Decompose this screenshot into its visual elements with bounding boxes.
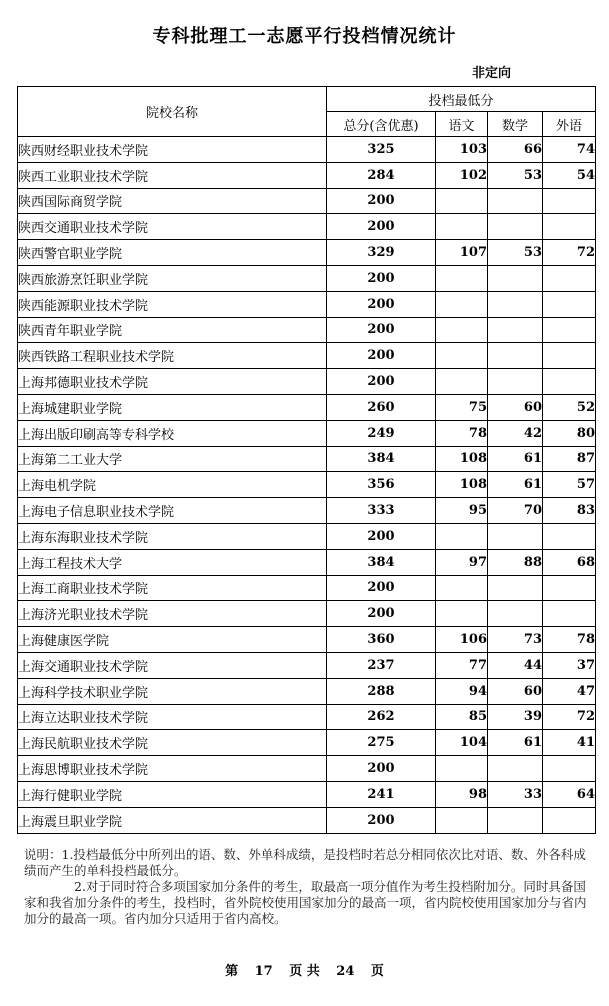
cell-total: 288 — [327, 678, 436, 704]
header-school-name: 院校名称 — [18, 87, 327, 137]
cell-chinese — [436, 265, 488, 291]
cell-english: 64 — [543, 781, 596, 807]
cell-english: 47 — [543, 678, 596, 704]
cell-chinese: 77 — [436, 652, 488, 678]
cell-math: 70 — [488, 498, 543, 524]
cell-english — [543, 265, 596, 291]
cell-total: 360 — [327, 627, 436, 653]
table-row — [18, 240, 596, 266]
note-1: 说明：1.投档最低分中所列出的语、数、外单科成绩，是投档时若总分相同依次比对语、数、外各科成绩而产生的单科投档最低分。 — [24, 847, 586, 878]
table-row — [18, 807, 596, 833]
cell-total: 200 — [327, 523, 436, 549]
footer-ye: 页 — [370, 964, 384, 979]
cell-total: 384 — [327, 446, 436, 472]
cell-math — [488, 343, 543, 369]
header-english: 外语 — [543, 112, 596, 137]
cell-name: 上海第二工业大学 — [18, 446, 327, 472]
footer-di: 第 — [225, 964, 239, 979]
cell-math: 61 — [488, 730, 543, 756]
cell-total: 200 — [327, 291, 436, 317]
cell-english — [543, 523, 596, 549]
cell-total: 262 — [327, 704, 436, 730]
cell-name: 上海健康医学院 — [18, 627, 327, 653]
table-row — [18, 137, 596, 163]
cell-total: 200 — [327, 756, 436, 782]
cell-english — [543, 317, 596, 343]
cell-english: 68 — [543, 549, 596, 575]
cell-math — [488, 575, 543, 601]
cell-total: 200 — [327, 369, 436, 395]
cell-total: 356 — [327, 472, 436, 498]
cell-chinese — [436, 343, 488, 369]
cell-math — [488, 523, 543, 549]
cell-math — [488, 188, 543, 214]
cell-name: 陕西工业职业技术学院 — [18, 162, 327, 188]
cell-math: 60 — [488, 394, 543, 420]
cell-math — [488, 756, 543, 782]
cell-name: 上海工程技术大学 — [18, 549, 327, 575]
cell-chinese: 108 — [436, 472, 488, 498]
cell-math: 73 — [488, 627, 543, 653]
table-row — [18, 601, 596, 627]
table-row — [18, 162, 596, 188]
cell-name: 上海交通职业技术学院 — [18, 652, 327, 678]
cell-english: 78 — [543, 627, 596, 653]
cell-math: 53 — [488, 162, 543, 188]
table-row — [18, 730, 596, 756]
footer-ye-gong: 页 共 — [289, 964, 320, 979]
header-chinese: 语文 — [436, 112, 488, 137]
cell-math: 88 — [488, 549, 543, 575]
cell-chinese — [436, 369, 488, 395]
cell-total: 200 — [327, 265, 436, 291]
cell-chinese: 107 — [436, 240, 488, 266]
table-row — [18, 472, 596, 498]
cell-name: 上海民航职业技术学院 — [18, 730, 327, 756]
cell-english — [543, 807, 596, 833]
table-row — [18, 756, 596, 782]
cell-total: 260 — [327, 394, 436, 420]
cell-english — [543, 291, 596, 317]
cell-name: 上海科学技术职业学院 — [18, 678, 327, 704]
category-label: 非定向 — [472, 66, 512, 81]
cell-chinese: 98 — [436, 781, 488, 807]
cell-chinese: 103 — [436, 137, 488, 163]
cell-name: 上海思博职业技术学院 — [18, 756, 327, 782]
note-2: 2.对于同时符合多项国家加分条件的考生，取最高一项分值作为考生投档附加分。同时具备国家和我省加分条件的考生，投档时，省外院校使用国家加分的最高一项，省内院校使用国家加分与省内加分的最高一项。省内加分只适用于省内高校。 — [24, 879, 587, 926]
footer-page-number: 17 — [254, 964, 273, 979]
cell-total: 275 — [327, 730, 436, 756]
cell-chinese — [436, 291, 488, 317]
cell-name: 上海电机学院 — [18, 472, 327, 498]
cell-name: 上海工商职业技术学院 — [18, 575, 327, 601]
header-total: 总分(含优惠) — [327, 112, 436, 137]
cell-name: 上海济光职业技术学院 — [18, 601, 327, 627]
cell-chinese — [436, 523, 488, 549]
cell-english — [543, 369, 596, 395]
cell-english: 57 — [543, 472, 596, 498]
cell-chinese: 95 — [436, 498, 488, 524]
cell-math — [488, 214, 543, 240]
table-row — [18, 214, 596, 240]
cell-english: 87 — [543, 446, 596, 472]
cell-math — [488, 265, 543, 291]
cell-math: 39 — [488, 704, 543, 730]
cell-chinese: 85 — [436, 704, 488, 730]
table-body — [18, 137, 596, 834]
cell-english — [543, 188, 596, 214]
cell-chinese: 106 — [436, 627, 488, 653]
cell-english: 54 — [543, 162, 596, 188]
table-row — [18, 652, 596, 678]
cell-math: 42 — [488, 420, 543, 446]
cell-chinese — [436, 214, 488, 240]
cell-name: 陕西能源职业技术学院 — [18, 291, 327, 317]
table-row — [18, 343, 596, 369]
cell-english — [543, 214, 596, 240]
cell-name: 陕西警官职业学院 — [18, 240, 327, 266]
cell-total: 329 — [327, 240, 436, 266]
cell-math — [488, 317, 543, 343]
cell-name: 上海邦德职业技术学院 — [18, 369, 327, 395]
table-row — [18, 704, 596, 730]
cell-total: 384 — [327, 549, 436, 575]
footer-total-pages: 24 — [336, 964, 355, 979]
table-row — [18, 188, 596, 214]
table-row — [18, 369, 596, 395]
admission-table — [17, 86, 596, 834]
cell-name: 上海震旦职业学院 — [18, 807, 327, 833]
cell-name: 陕西青年职业学院 — [18, 317, 327, 343]
cell-name: 上海行健职业学院 — [18, 781, 327, 807]
cell-english — [543, 756, 596, 782]
cell-english: 72 — [543, 704, 596, 730]
table-row — [18, 317, 596, 343]
cell-total: 200 — [327, 188, 436, 214]
cell-total: 200 — [327, 317, 436, 343]
table-row — [18, 575, 596, 601]
cell-name: 上海立达职业技术学院 — [18, 704, 327, 730]
cell-chinese — [436, 188, 488, 214]
cell-math — [488, 601, 543, 627]
cell-english — [543, 575, 596, 601]
cell-english — [543, 601, 596, 627]
notes-section — [24, 847, 596, 927]
cell-chinese: 75 — [436, 394, 488, 420]
cell-total: 325 — [327, 137, 436, 163]
cell-chinese — [436, 601, 488, 627]
cell-total: 284 — [327, 162, 436, 188]
cell-name: 上海电子信息职业技术学院 — [18, 498, 327, 524]
cell-math: 33 — [488, 781, 543, 807]
cell-total: 200 — [327, 601, 436, 627]
table-row — [18, 523, 596, 549]
cell-chinese: 78 — [436, 420, 488, 446]
cell-name: 陕西交通职业技术学院 — [18, 214, 327, 240]
cell-total: 200 — [327, 575, 436, 601]
cell-name: 陕西旅游烹饪职业学院 — [18, 265, 327, 291]
cell-math: 61 — [488, 446, 543, 472]
cell-chinese: 94 — [436, 678, 488, 704]
table-row — [18, 446, 596, 472]
table-row — [18, 781, 596, 807]
table-row — [18, 394, 596, 420]
cell-chinese: 108 — [436, 446, 488, 472]
cell-english: 80 — [543, 420, 596, 446]
cell-name: 上海东海职业技术学院 — [18, 523, 327, 549]
cell-name: 上海城建职业学院 — [18, 394, 327, 420]
cell-english: 41 — [543, 730, 596, 756]
cell-total: 249 — [327, 420, 436, 446]
cell-english: 72 — [543, 240, 596, 266]
cell-math — [488, 807, 543, 833]
cell-chinese: 97 — [436, 549, 488, 575]
cell-english: 83 — [543, 498, 596, 524]
page-footer — [0, 960, 609, 979]
cell-chinese: 102 — [436, 162, 488, 188]
cell-chinese — [436, 756, 488, 782]
table-row — [18, 549, 596, 575]
cell-total: 200 — [327, 807, 436, 833]
cell-name: 上海出版印刷高等专科学校 — [18, 420, 327, 446]
cell-chinese: 104 — [436, 730, 488, 756]
cell-name: 陕西铁路工程职业技术学院 — [18, 343, 327, 369]
cell-total: 200 — [327, 343, 436, 369]
cell-math — [488, 369, 543, 395]
header-math: 数学 — [488, 112, 543, 137]
cell-chinese — [436, 807, 488, 833]
table-row — [18, 291, 596, 317]
cell-english: 37 — [543, 652, 596, 678]
cell-total: 200 — [327, 214, 436, 240]
cell-english: 74 — [543, 137, 596, 163]
table-row — [18, 627, 596, 653]
cell-total: 333 — [327, 498, 436, 524]
cell-math: 44 — [488, 652, 543, 678]
header-min-score-group: 投档最低分 — [327, 87, 596, 112]
cell-math: 61 — [488, 472, 543, 498]
cell-name: 陕西财经职业技术学院 — [18, 137, 327, 163]
cell-math: 53 — [488, 240, 543, 266]
cell-english: 52 — [543, 394, 596, 420]
cell-chinese — [436, 317, 488, 343]
cell-name: 陕西国际商贸学院 — [18, 188, 327, 214]
page-title: 专科批理工一志愿平行投档情况统计 — [152, 26, 457, 47]
table-row — [18, 498, 596, 524]
cell-chinese — [436, 575, 488, 601]
cell-math — [488, 291, 543, 317]
cell-total: 241 — [327, 781, 436, 807]
table-row — [18, 265, 596, 291]
cell-math: 60 — [488, 678, 543, 704]
cell-english — [543, 343, 596, 369]
cell-math: 66 — [488, 137, 543, 163]
table-row — [18, 420, 596, 446]
cell-total: 237 — [327, 652, 436, 678]
table-row — [18, 678, 596, 704]
